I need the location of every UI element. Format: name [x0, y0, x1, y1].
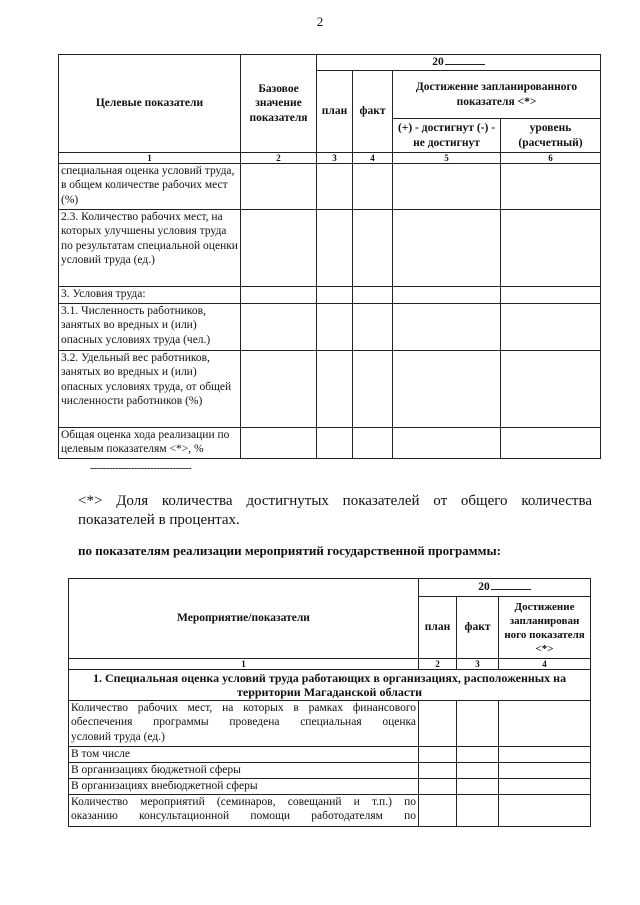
header-year-label: 20	[432, 56, 444, 69]
empty-cell	[419, 763, 457, 779]
empty-cell	[457, 795, 499, 827]
header-year	[419, 579, 591, 597]
empty-cell	[501, 351, 601, 428]
col-number: 2	[419, 659, 457, 670]
footnote-line-2: показателей в процентах.	[78, 512, 240, 528]
page-number: 2	[316, 14, 324, 29]
table-row	[59, 351, 601, 428]
program-activities-table	[68, 578, 591, 827]
empty-cell	[353, 351, 393, 428]
empty-cell	[241, 164, 317, 210]
empty-cell	[241, 351, 317, 428]
empty-cell	[317, 304, 353, 351]
empty-cell	[353, 428, 393, 459]
empty-cell	[419, 747, 457, 763]
table-row	[59, 304, 601, 351]
activity-label: В организациях внебюджетной сферы	[69, 779, 419, 795]
activity-label-line: обеспечения программы проведена специальная оценка	[71, 716, 416, 729]
empty-cell	[317, 428, 353, 459]
indicator-label: 3.1. Численность работников, занятых во вредных и (или) опасных условиях труда (чел.)	[59, 304, 241, 351]
empty-cell	[499, 747, 591, 763]
indicator-label: Общая оценка хода реализации по целевым показателям <*>, %	[59, 428, 241, 459]
col-number: 1	[69, 659, 419, 670]
table-row	[69, 763, 591, 779]
table-row	[59, 164, 601, 210]
header-fact: факт	[457, 597, 499, 659]
activity-label	[69, 795, 419, 827]
empty-cell	[353, 210, 393, 287]
empty-cell	[353, 304, 393, 351]
header-level: уровень (расчетный)	[501, 119, 601, 153]
indicator-label: 3.2. Удельный вес работников, занятых во вредных и (или) опасных условиях труда, от общей численности работников (%)	[59, 351, 241, 428]
col-number: 1	[59, 153, 241, 164]
table-row	[69, 795, 591, 827]
activity-label-line: условий труда (ед.)	[71, 730, 165, 743]
activity-label-line: Количество рабочих мест, на которых в рамках финансового	[71, 702, 416, 714]
header-base-value: Базовое значение показателя	[241, 55, 317, 153]
empty-cell	[241, 304, 317, 351]
empty-cell	[241, 210, 317, 287]
empty-cell	[393, 428, 501, 459]
header-fact: факт	[353, 71, 393, 153]
empty-cell	[501, 287, 601, 304]
header-achievement: Достижение запланирован ного показателя <*>	[499, 597, 591, 659]
target-indicators-table	[58, 54, 601, 459]
table-row	[59, 210, 601, 287]
section-title: 1. Специальная оценка условий труда работающих в организациях, расположенных на территории Магаданской области	[69, 670, 591, 701]
empty-cell	[353, 164, 393, 210]
empty-cell	[317, 164, 353, 210]
col-number: 4	[499, 659, 591, 670]
empty-cell	[501, 210, 601, 287]
table-row	[69, 747, 591, 763]
table-row	[59, 428, 601, 459]
empty-cell	[317, 287, 353, 304]
activity-label-line: оказанию консультационной помощи работодателям по	[71, 810, 416, 823]
empty-cell	[499, 779, 591, 795]
footnote-line-1: <*> Доля количества достигнутых показателей от общего количества	[78, 493, 592, 509]
section-subheading: по показателям реализации мероприятий государственной программы:	[78, 543, 501, 558]
header-plan: план	[317, 71, 353, 153]
empty-cell	[317, 351, 353, 428]
header-year-label: 20	[478, 581, 490, 594]
empty-cell	[317, 210, 353, 287]
activity-label: В том числе	[69, 747, 419, 763]
footnote-separator: --------------------------------	[90, 462, 192, 474]
col-number: 6	[501, 153, 601, 164]
col-number: 2	[241, 153, 317, 164]
empty-cell	[457, 763, 499, 779]
empty-cell	[393, 164, 501, 210]
empty-cell	[241, 287, 317, 304]
empty-cell	[501, 304, 601, 351]
header-year	[317, 55, 601, 71]
col-number: 5	[393, 153, 501, 164]
empty-cell	[353, 287, 393, 304]
empty-cell	[419, 795, 457, 827]
year-blank-line	[491, 589, 531, 590]
empty-cell	[393, 351, 501, 428]
table-row	[59, 287, 601, 304]
empty-cell	[457, 779, 499, 795]
header-plan: план	[419, 597, 457, 659]
empty-cell	[457, 701, 499, 747]
footnote	[78, 492, 592, 530]
header-achieved: (+) - достигнут (-) - не достигнут	[393, 119, 501, 153]
empty-cell	[499, 701, 591, 747]
empty-cell	[393, 210, 501, 287]
empty-cell	[393, 304, 501, 351]
indicator-label: 3. Условия труда:	[59, 287, 241, 304]
year-blank-line	[445, 64, 485, 65]
header-achievement: Достижение запланированного показателя <*>	[393, 71, 601, 119]
empty-cell	[457, 747, 499, 763]
indicator-label: 2.3. Количество рабочих мест, на которых улучшены условия труда по результатам специальной оценки условий труда (ед.)	[59, 210, 241, 287]
activity-label: В организациях бюджетной сферы	[69, 763, 419, 779]
col-number: 3	[457, 659, 499, 670]
table-row	[69, 701, 591, 747]
empty-cell	[499, 763, 591, 779]
empty-cell	[501, 428, 601, 459]
header-activity: Мероприятие/показатели	[69, 579, 419, 659]
empty-cell	[499, 795, 591, 827]
empty-cell	[501, 164, 601, 210]
col-number: 4	[353, 153, 393, 164]
col-number: 3	[317, 153, 353, 164]
header-target-indicators: Целевые показатели	[59, 55, 241, 153]
indicator-label: специальная оценка условий труда, в общем количестве рабочих мест (%)	[59, 164, 241, 210]
table-row	[69, 779, 591, 795]
empty-cell	[241, 428, 317, 459]
empty-cell	[419, 701, 457, 747]
activity-label-line: Количество мероприятий (семинаров, совещаний и т.п.) по	[71, 796, 416, 808]
empty-cell	[419, 779, 457, 795]
activity-label	[69, 701, 419, 747]
empty-cell	[393, 287, 501, 304]
